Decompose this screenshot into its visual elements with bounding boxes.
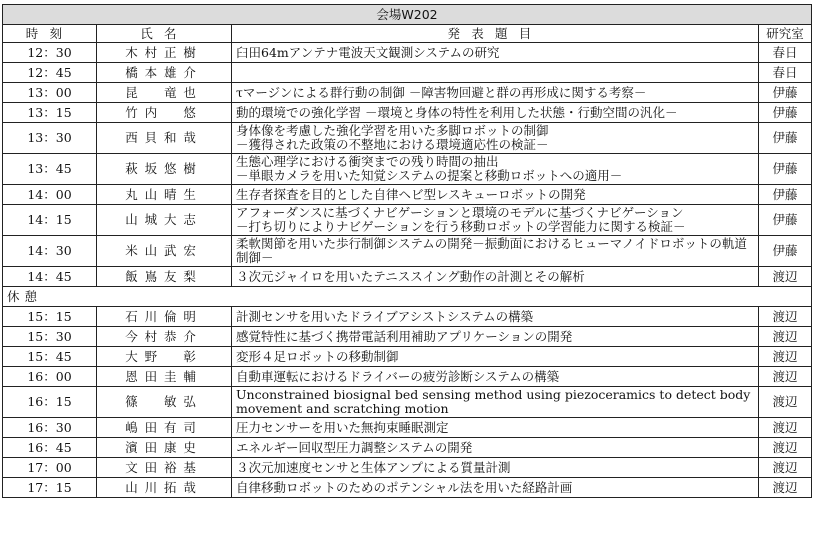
presentation-title: エネルギー回収型圧力調整システムの開発	[232, 438, 759, 458]
venue-title: 会場W202	[3, 5, 812, 25]
header-row	[3, 25, 812, 43]
break-label: 休憩	[3, 287, 812, 307]
presentation-title: ３次元ジャイロを用いたテニススイング動作の計測とその解析	[232, 267, 759, 287]
time-cell: 15：15	[3, 307, 97, 327]
time-cell: 12：45	[3, 63, 97, 83]
time-cell: 13：00	[3, 83, 97, 103]
presentation-title: アフォーダンスに基づくナビゲーションと環境のモデルに基づくナビゲーション －打ち切りによりナビゲーションを行う移動ロボットの学習能力に関する検証－	[232, 205, 759, 236]
presenter-name: 米山武宏	[97, 236, 232, 267]
lab-cell: 渡辺	[759, 418, 812, 438]
presentation-title: 計測センサを用いたドライブアシストシステムの構築	[232, 307, 759, 327]
presentation-title: 臼田64mアンテナ電波天文観測システムの研究	[232, 43, 759, 63]
lab-cell: 伊藤	[759, 236, 812, 267]
table-row	[3, 387, 812, 418]
time-cell: 16：00	[3, 367, 97, 387]
presenter-name: 橋本雄介	[97, 63, 232, 83]
lab-cell: 伊藤	[759, 83, 812, 103]
presentation-title: 圧力センサーを用いた無拘束睡眠測定	[232, 418, 759, 438]
lab-cell: 渡辺	[759, 367, 812, 387]
lab-cell: 渡辺	[759, 327, 812, 347]
table-row	[3, 43, 812, 63]
time-cell: 12：30	[3, 43, 97, 63]
table-row	[3, 418, 812, 438]
lab-cell: 渡辺	[759, 347, 812, 367]
presenter-name: 木村正樹	[97, 43, 232, 63]
lab-cell: 渡辺	[759, 307, 812, 327]
lab-cell: 伊藤	[759, 205, 812, 236]
presentation-title: 変形４足ロボットの移動制御	[232, 347, 759, 367]
time-cell: 14：00	[3, 185, 97, 205]
presenter-name: 文田裕基	[97, 458, 232, 478]
table-row	[3, 123, 812, 154]
table-row	[3, 185, 812, 205]
table-row	[3, 63, 812, 83]
lab-cell: 春日	[759, 43, 812, 63]
presenter-name: 竹内 悠	[97, 103, 232, 123]
presentation-title: Unconstrained biosignal bed sensing method using piezoceramics to detect body movement and scratching motion	[232, 387, 759, 418]
presenter-name: 丸山晴生	[97, 185, 232, 205]
lab-cell: 伊藤	[759, 185, 812, 205]
presenter-name: 昆 竜也	[97, 83, 232, 103]
presentation-title	[232, 63, 759, 83]
presenter-name: 石川倫明	[97, 307, 232, 327]
presentation-title: ３次元加速度センサと生体アンプによる質量計測	[232, 458, 759, 478]
presentation-title: 感覚特性に基づく携帯電話利用補助アプリケーションの開発	[232, 327, 759, 347]
time-cell: 14：45	[3, 267, 97, 287]
presentation-title: 自律移動ロボットのためのポテンシャル法を用いた経路計画	[232, 478, 759, 498]
header-name: 氏名	[97, 25, 232, 43]
table-row	[3, 458, 812, 478]
table-row	[3, 478, 812, 498]
time-cell: 14：15	[3, 205, 97, 236]
lab-cell: 渡辺	[759, 478, 812, 498]
time-cell: 16：30	[3, 418, 97, 438]
lab-cell: 伊藤	[759, 154, 812, 185]
presenter-name: 恩田圭輔	[97, 367, 232, 387]
time-cell: 17：00	[3, 458, 97, 478]
table-row	[3, 267, 812, 287]
table-row	[3, 103, 812, 123]
table-row	[3, 307, 812, 327]
table-row	[3, 205, 812, 236]
time-cell: 15：30	[3, 327, 97, 347]
time-cell: 13：15	[3, 103, 97, 123]
presentation-title: 生存者探査を目的とした自律ヘビ型レスキューロボットの開発	[232, 185, 759, 205]
lab-cell: 伊藤	[759, 103, 812, 123]
presenter-name: 今村恭介	[97, 327, 232, 347]
table-row	[3, 347, 812, 367]
table-row	[3, 438, 812, 458]
presenter-name: 篠 敏弘	[97, 387, 232, 418]
header-title: 発表題目	[232, 25, 759, 43]
presenter-name: 萩坂悠樹	[97, 154, 232, 185]
lab-cell: 渡辺	[759, 267, 812, 287]
presentation-title: 自動車運転におけるドライバーの疲労診断システムの構築	[232, 367, 759, 387]
time-cell: 13：30	[3, 123, 97, 154]
lab-cell: 渡辺	[759, 387, 812, 418]
break-row	[3, 287, 812, 307]
schedule-table	[2, 4, 812, 498]
presenter-name: 山城大志	[97, 205, 232, 236]
lab-cell: 渡辺	[759, 458, 812, 478]
presentation-title: 柔軟関節を用いた歩行制御システムの開発－振動面におけるヒューマノイドロボットの軌道制御－	[232, 236, 759, 267]
presentation-title: τマージンによる群行動の制御 －障害物回避と群の再形成に関する考察－	[232, 83, 759, 103]
table-row	[3, 367, 812, 387]
header-lab: 研究室	[759, 25, 812, 43]
presenter-name: 嶋田有司	[97, 418, 232, 438]
presenter-name: 大野 彰	[97, 347, 232, 367]
presenter-name: 西貝和哉	[97, 123, 232, 154]
lab-cell: 春日	[759, 63, 812, 83]
presenter-name: 飯嶌友梨	[97, 267, 232, 287]
table-row	[3, 154, 812, 185]
table-row	[3, 327, 812, 347]
table-row	[3, 236, 812, 267]
time-cell: 13：45	[3, 154, 97, 185]
time-cell: 14：30	[3, 236, 97, 267]
presentation-title: 生態心理学における衝突までの残り時間の抽出 －単眼カメラを用いた知覚システムの提案と移動ロボットへの適用－	[232, 154, 759, 185]
presenter-name: 山川拓哉	[97, 478, 232, 498]
time-cell: 15：45	[3, 347, 97, 367]
lab-cell: 渡辺	[759, 438, 812, 458]
header-time: 時刻	[3, 25, 97, 43]
lab-cell: 伊藤	[759, 123, 812, 154]
presenter-name: 濱田康史	[97, 438, 232, 458]
time-cell: 16：15	[3, 387, 97, 418]
time-cell: 16：45	[3, 438, 97, 458]
table-row	[3, 83, 812, 103]
presentation-title: 動的環境での強化学習 －環境と身体の特性を利用した状態・行動空間の汎化－	[232, 103, 759, 123]
time-cell: 17：15	[3, 478, 97, 498]
presentation-title: 身体像を考慮した強化学習を用いた多脚ロボットの制御 －獲得された政策の不整地における環境適応性の検証－	[232, 123, 759, 154]
